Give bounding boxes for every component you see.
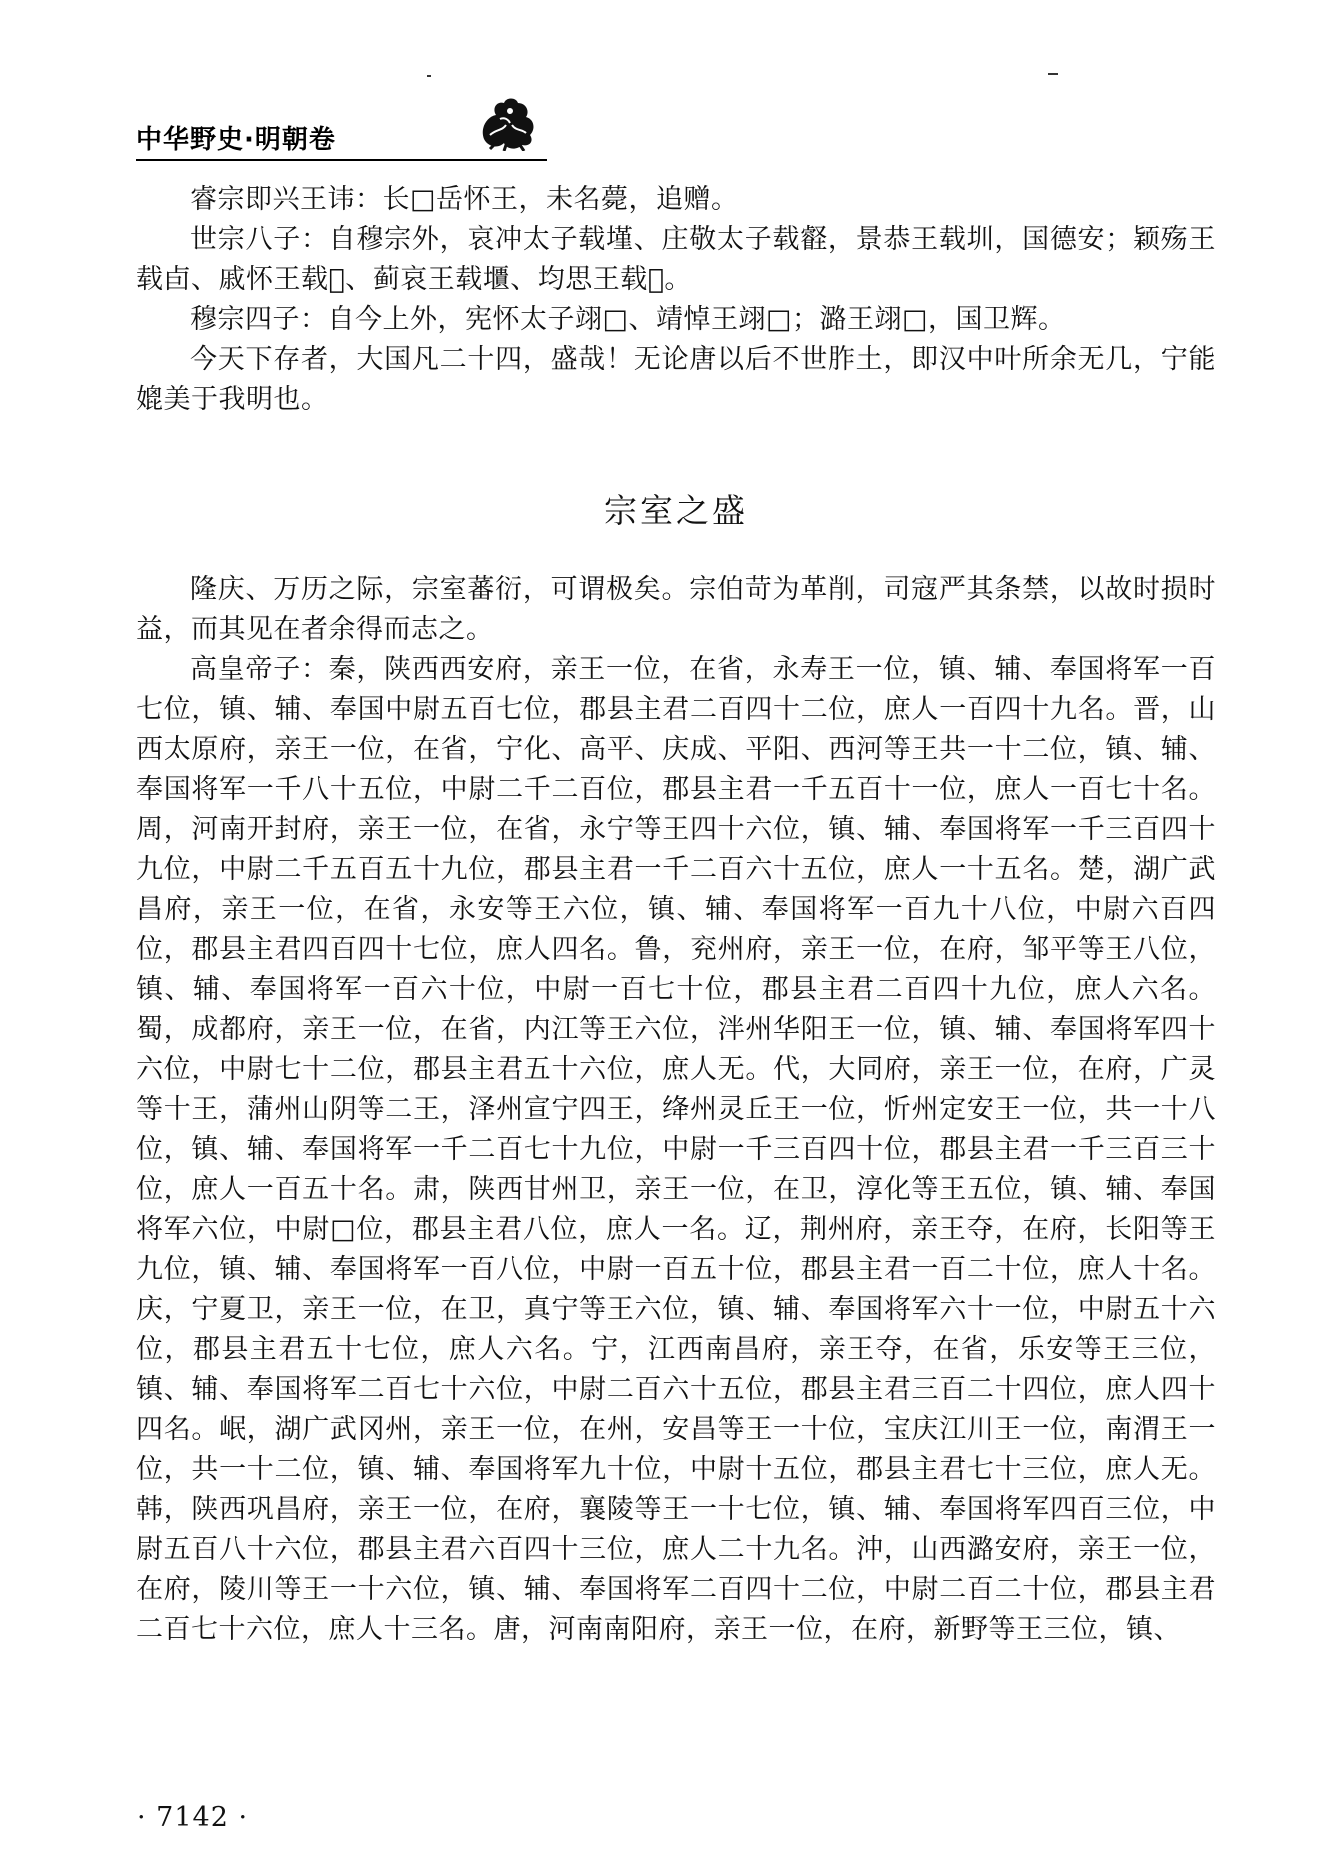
scan-speck — [427, 75, 431, 77]
section-title: 宗室之盛 — [604, 491, 748, 530]
dragon-emblem-icon — [476, 95, 538, 151]
paragraph: 世宗八子：自穆宗外，哀冲太子载墐、庄敬太子载壡，景恭王载圳，国德安；颖殇王载卣、戚怀王载𪧶、蓟哀王载㙺、均思王载𪉖。 — [136, 224, 1216, 295]
body-text-bottom — [136, 570, 1216, 1650]
paragraph: 穆宗四子：自今上外，宪怀太子翊□、靖悼王翊□；潞王翊□，国卫辉。 — [190, 304, 1066, 335]
paragraph: 睿宗即兴王讳：长□岳怀王，未名薨，追赠。 — [190, 184, 739, 215]
body-text-top — [136, 180, 1216, 420]
paragraph: 今天下存者，大国凡二十四，盛哉！无论唐以后不世胙土，即汉中叶所余无几，宁能媲美于我明也。 — [136, 344, 1216, 415]
running-header — [136, 95, 547, 160]
paragraph: 隆庆、万历之际，宗室蕃衍，可谓极矣。宗伯苛为革削，司寇严其条禁，以故时损时益，而其见在者余得而志之。 — [136, 574, 1216, 645]
scan-speck — [1048, 73, 1058, 75]
header-rule — [136, 159, 547, 161]
page-number: · 7142 · — [137, 1802, 249, 1833]
book-title: 中华野史·明朝卷 — [136, 125, 336, 155]
paragraph: 高皇帝子：秦，陕西西安府，亲王一位，在省，永寿王一位，镇、辅、奉国将军一百七位，镇、辅、奉国中尉五百七位，郡县主君二百四十二位，庶人一百四十九名。晋，山西太原府，亲王一位，在省，宁化、高平、庆成、平阳、西河等王共一十二位，镇、辅、奉国将军一千八十五位，中尉二千二百位，郡县主君一千五百十一位，庶人一百七十名。周，河南开封府，亲王一位，在省，永宁等王四十六位，镇、辅、奉国将军一千三百四十九位，中尉二千五百五十九位，郡县主君一千二百六十五位，庶人一十五名。楚，湖广武昌府，亲王一位，在省，永安等王六位，镇、辅、奉国将军一百九十八位，中尉六百四位，郡县主君四百四十七位，庶人四名。鲁，兖州府，亲王一位，在府，邹平等王八位，镇、辅、奉国将军一百六十位，中尉一百七十位，郡县主君二百四十九位，庶人六名。蜀，成都府，亲王一位，在省，内江等王六位，泮州华阳王一位，镇、辅、奉国将军四十六位，中尉七十二位，郡县主君五十六位，庶人无。代，大同府，亲王一位，在府，广灵等十王，蒲州山阴等二王，泽州宣宁四王，绛州灵丘王一位，忻州定安王一位，共一十八位，镇、辅、奉国将军一千二百七十九位，中尉一千三百四十位，郡县主君一千三百三十位，庶人一百五十名。肃，陕西甘州卫，亲王一位，在卫，淳化等王五位，镇、辅、奉国将军六位，中尉□位，郡县主君八位，庶人一名。辽，荆州府，亲王夺，在府，长阳等王九位，镇、辅、奉国将军一百八位，中尉一百五十位，郡县主君一百二十位，庶人十名。庆，宁夏卫，亲王一位，在卫，真宁等王六位，镇、辅、奉国将军六十一位，中尉五十六位，郡县主君五十七位，庶人六名。宁，江西南昌府，亲王夺，在省，乐安等王三位，镇、辅、奉国将军二百七十六位，中尉二百六十五位，郡县主君三百二十四位，庶人四十四名。岷，湖广武冈州，亲王一位，在州，安昌等王一十位，宝庆江川王一位，南渭王一位，共一十二位，镇、辅、奉国将军九十位，中尉十五位，郡县主君七十三位，庶人无。韩，陕西巩昌府，亲王一位，在府，襄陵等王一十七位，镇、辅、奉国将军四百三位，中尉五百八十六位，郡县主君六百四十三位，庶人二十九名。沖，山西潞安府，亲王一位，在府，陵川等王一十六位，镇、辅、奉国将军二百四十二位，中尉二百二十位，郡县主君二百七十六位，庶人十三名。唐，河南南阳府，亲王一位，在府，新野等王三位，镇、 — [136, 654, 1216, 1645]
